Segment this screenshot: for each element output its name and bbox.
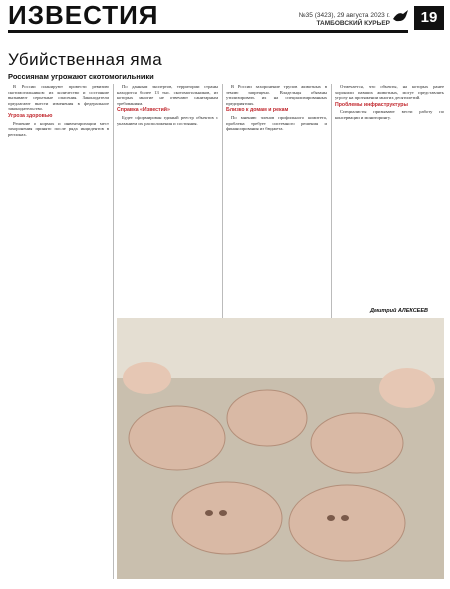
section-title: ИЗВЕСТИЯ — [8, 0, 159, 30]
section-heading: Справка «Известий» — [117, 107, 170, 114]
subheadline: Россиянам угрожают скотомогильники — [8, 72, 154, 81]
paragraph: Специалисты призывают вести работу по консервации и мониторингу. — [335, 109, 444, 120]
section-heading: Угроза здоровью — [8, 112, 53, 119]
paragraph: Будет сформирован единый реестр объектов с указанием их расположения и состояния. — [117, 114, 218, 126]
paragraph: Отмечается, что объекты, на которых ранее хоронили павших животных, могут представлять угрозу на протяжении многих десятилетий. — [335, 84, 444, 101]
paragraph: По мнению членов профильного комитета, проблема требует системного решения и финансирования из бюджета. — [226, 114, 327, 132]
pigs-photo — [117, 318, 444, 579]
paper-name: ТАМБОВСКИЙ КУРЬЕР — [316, 19, 390, 27]
paragraph: По данным экспертов, территории страны находится более 13 тыс. скотомогильников, из которых многие не отвечают санитарным требованиям. — [117, 84, 218, 106]
paragraph: В России захоронение трупов животных в землю запрещено. Владельцы обязаны утилизировать их на специализированных предприятиях. — [226, 84, 327, 106]
byline: Дмитрий АЛЕКСЕЕВ — [370, 308, 428, 314]
paragraph: Решение о нормах и инвентаризации мест захоронения принято после ряда инцидентов в регионах. — [8, 120, 109, 137]
paragraph: В России планируют провести ревизию скотомогильников: их количество и состояние вызывают серьезные опасения. Законодатели предлагают внести изменения в федеральное законодательство. — [8, 84, 109, 112]
column-rule — [113, 84, 114, 579]
page-number: 19 — [414, 6, 444, 30]
issue-number: №35 (3423), 29 августа 2023 г. — [298, 12, 390, 19]
issue-info — [280, 12, 390, 28]
section-heading: Проблемы инфраструктуры — [335, 101, 408, 108]
pigs-illustration — [117, 318, 444, 579]
headline: Убийственная яма — [8, 50, 163, 69]
section-heading: Близко к домам и рекам — [226, 107, 289, 114]
masthead — [0, 0, 450, 42]
bird-logo-icon — [392, 8, 410, 24]
column-1 — [8, 84, 109, 579]
